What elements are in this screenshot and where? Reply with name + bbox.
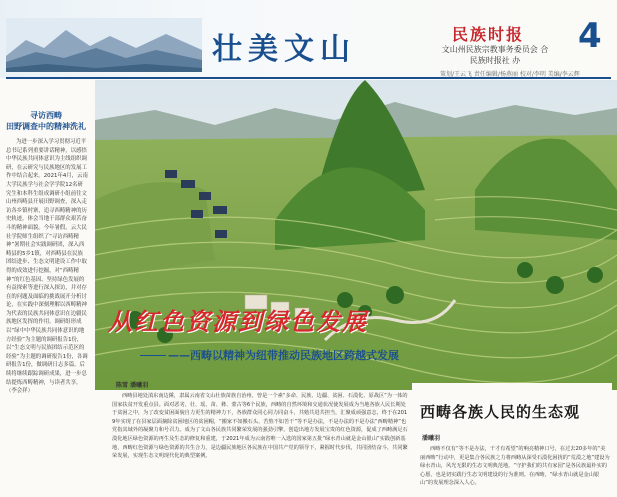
- editor-credits: 策划/王云飞 责任编辑/杨燕丽 校对/李明 美编/李云辉: [440, 71, 580, 78]
- subheadline-rule: [140, 355, 166, 356]
- sidebar-column: [0, 80, 90, 497]
- sidebar-title-line-2: 田野调查中的精神洗礼: [6, 122, 86, 131]
- right-article-title: 西畴各族人民的生态观: [420, 403, 581, 421]
- right-article: [412, 383, 612, 495]
- newspaper-name: 民族时报: [452, 25, 525, 44]
- page-title: 壮美文山: [212, 32, 356, 67]
- masthead-landscape-image: [6, 18, 202, 72]
- sponsor-info: [420, 44, 570, 66]
- article-body: 西畴县地处滇东南边陲，隶属云南省文山壮族苗族自治州，曾是一个素“多命、民族、边疆、贫困、石漠化、原战区”为一体的国家扶贫开发重点县。面对恶劣、壮、瑶、苗、彝、蒙古等6个民族，西畴的自然环境和交通状况使发展成为当地各族人民长期处于贫困之中，为了改变贫困面貌自力更生的精神力下，各族群众同心同力同奋斗，共勉共进共担当，汇聚成顽强意志，终于在2019年实现了在县家层面摘除贫困地区的贫困帽，“搬家不如搬石头、苦熬不如苦干”等不是办法，不是办法的不是办法“西畴精神”也党指其域外的凝聚力和号召力。成为了文山各民族共同繁荣发展的强劲引擎，创造出地方发展宝贵的红色资源，促成了西畴满足石漠化地区绿色资源的再生及生态的修复和重建，于2021年成为云南省唯一入选的国家第五批“绿水青山就是金山银山”实践创新基地，西畴红色资源与绿色资源的共生合力，是边疆民族地区各民族在中国共产党的领导下，紧握时代步伐，共同团结奋斗，共同繁荣发展，实现生态文明现代化的典型案例。: [112, 393, 408, 460]
- hero-photo: [95, 80, 617, 390]
- sidebar-body-text: 为进一步深入学习贯彻习近平总书记系列重要讲话精神，以感悟中华民族共同体意识为主线组织调研，在云研究与民族地区的发展工作中结合起来。2021年4月，云南大学民族学与社会学学院12名研究生和本科生组成调研小组前往文山州西畴县开展田野调查，深入走访各乡镇村寨，追寻西畴精神的历史轨迹，体会当地干部群众艰苦奋斗的精神面貌。今年暑假，云大民社学院师生组织了“寻访西畴精神”暑期社会实践调研团，深入西畴县的5乡1镇，对西畴县在民族团结进步、生态文明建设工作中取得的成效进行挖掘，对“西畴精神”的红色基因、坚持绿色发展的有益探索等进行深入探访，并对存在的问题及面临的挑战展开分析讨论，在实践中深刻理解以西畴精神为代表的民族共同体意识在边疆民族地区发挥的作用。调研组形成以“绿中中华民族共同体意识的地方经验”为主题的调研报告1份，以“生态文明与民族团结示范区的经验”为主题的调研报告1份，各调研报告1份，做调研日志多篇。后续将继续跟踪调研成果，进一步总结提炼西畴精神，与读者共享。（李会祥）: [6, 139, 88, 395]
- right-article-byline: 潘曦羽: [422, 435, 441, 442]
- masthead-divider: [6, 77, 611, 79]
- masthead: [0, 0, 617, 78]
- sidebar-title-line-1: 寻访西畴: [30, 111, 62, 120]
- sidebar-headline: [4, 110, 88, 132]
- page-number: 4: [578, 16, 602, 56]
- article-byline: 陈雪 潘曦羽: [116, 382, 149, 389]
- right-article-body: 西畴不仅有“等不是办法，干才有希望”的响亮精神口号，在过去20多年的“美丽西畴”行动中，更是集合各民族之力将西畴从深受石漠化困扰的“荒漠之地”建设为绿水青山，风光无限的生态文明典范地。“守护我们的共有家园”是各民族最朴实的心愿，也是切实践行生态文明建设的行为准则。在西畴，“绿水青山就是金山银山”的发展理念深入人心。: [420, 446, 610, 487]
- subheadline: ——西畴以精神为纽带推动民族地区跨越式发展: [168, 349, 399, 362]
- sponsor-line-1: 文山州民族宗教事务委员会 合: [441, 45, 549, 54]
- terraced-mountain-image: [95, 80, 617, 390]
- headline: 从红色资源到绿色发展: [108, 307, 368, 336]
- sponsor-line-2: 民族时报社 办: [469, 56, 521, 65]
